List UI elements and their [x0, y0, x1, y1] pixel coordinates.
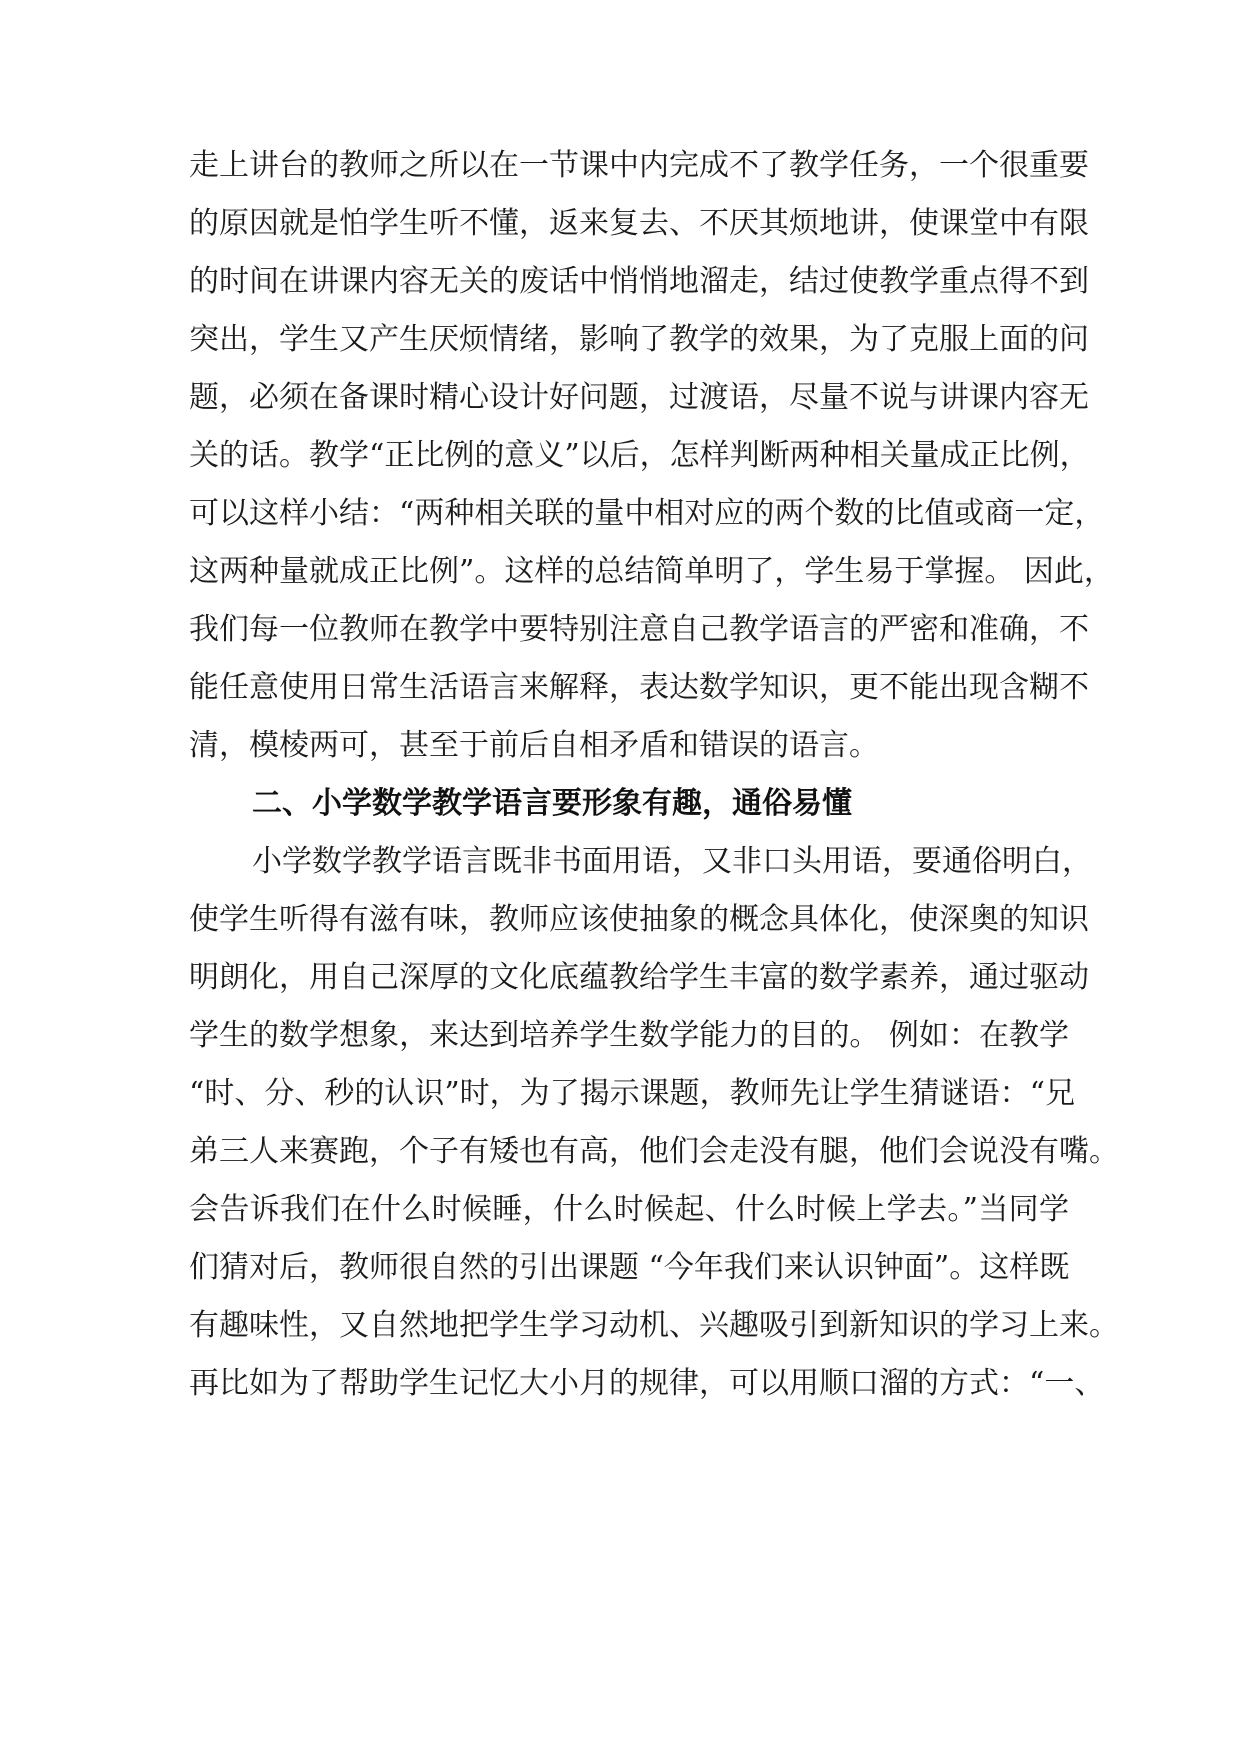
paragraph-line: 可以这样小结：“两种相关联的量中相对应的两个数的比值或商一定， [189, 496, 1105, 531]
paragraph-line: 们猜对后，教师很自然的引出课题 “今年我们来认识钟面”。这样既 [189, 1250, 1070, 1285]
paragraph-line: 题，必须在备课时精心设计好问题，过渡语，尽量不说与讲课内容无 [189, 380, 1089, 415]
paragraph-line: 的原因就是怕学生听不懂，返来复去、不厌其烦地讲，使课堂中有限 [189, 206, 1089, 241]
paragraph-line: 学生的数学想象，来达到培养学生数学能力的目的。 例如：在教学 [189, 1018, 1069, 1053]
paragraph-line: 有趣味性，又自然地把学生学习动机、兴趣吸引到新知识的学习上来。 [189, 1308, 1119, 1343]
paragraph-line: 的时间在讲课内容无关的废话中悄悄地溜走，结过使教学重点得不到 [189, 264, 1089, 299]
paragraph-line: 关的话。教学“正比例的意义”以后，怎样判断两种相关量成正比例， [189, 438, 1090, 473]
paragraph-line: 使学生听得有滋有味，教师应该使抽象的概念具体化，使深奥的知识 [189, 902, 1089, 937]
paragraph-line: “时、分、秒的认识”时，为了揭示课题，教师先让学生猜谜语：“兄 [189, 1076, 1076, 1111]
paragraph-line: 走上讲台的教师之所以在一节课中内完成不了教学任务，一个很重要 [189, 148, 1089, 183]
section-heading: 二、小学数学教学语言要形象有趣，通俗易懂 [252, 786, 852, 821]
paragraph-line: 会告诉我们在什么时候睡，什么时候起、什么时候上学去。”当同学 [189, 1192, 1069, 1227]
paragraph-line: 清，模棱两可，甚至于前后自相矛盾和错误的语言。 [189, 728, 879, 763]
paragraph-line: 能任意使用日常生活语言来解释，表达数学知识，更不能出现含糊不 [189, 670, 1089, 705]
paragraph-line: 弟三人来赛跑，个子有矮也有高，他们会走没有腿，他们会说没有嘴。 [189, 1134, 1119, 1169]
paragraph-line: 突出，学生又产生厌烦情绪，影响了教学的效果，为了克服上面的问 [189, 322, 1089, 357]
paragraph-line: 再比如为了帮助学生记忆大小月的规律，可以用顺口溜的方式：“一、 [189, 1366, 1105, 1401]
paragraph-line: 这两种量就成正比例”。这样的总结简单明了，学生易于掌握。 因此， [189, 554, 1114, 589]
paragraph-line: 小学数学教学语言既非书面用语，又非口头用语，要通俗明白， [252, 844, 1092, 879]
paragraph-line: 我们每一位教师在教学中要特别注意自己教学语言的严密和准确，不 [189, 612, 1089, 647]
paragraph-line: 明朗化，用自己深厚的文化底蕴教给学生丰富的数学素养，通过驱动 [189, 960, 1089, 995]
